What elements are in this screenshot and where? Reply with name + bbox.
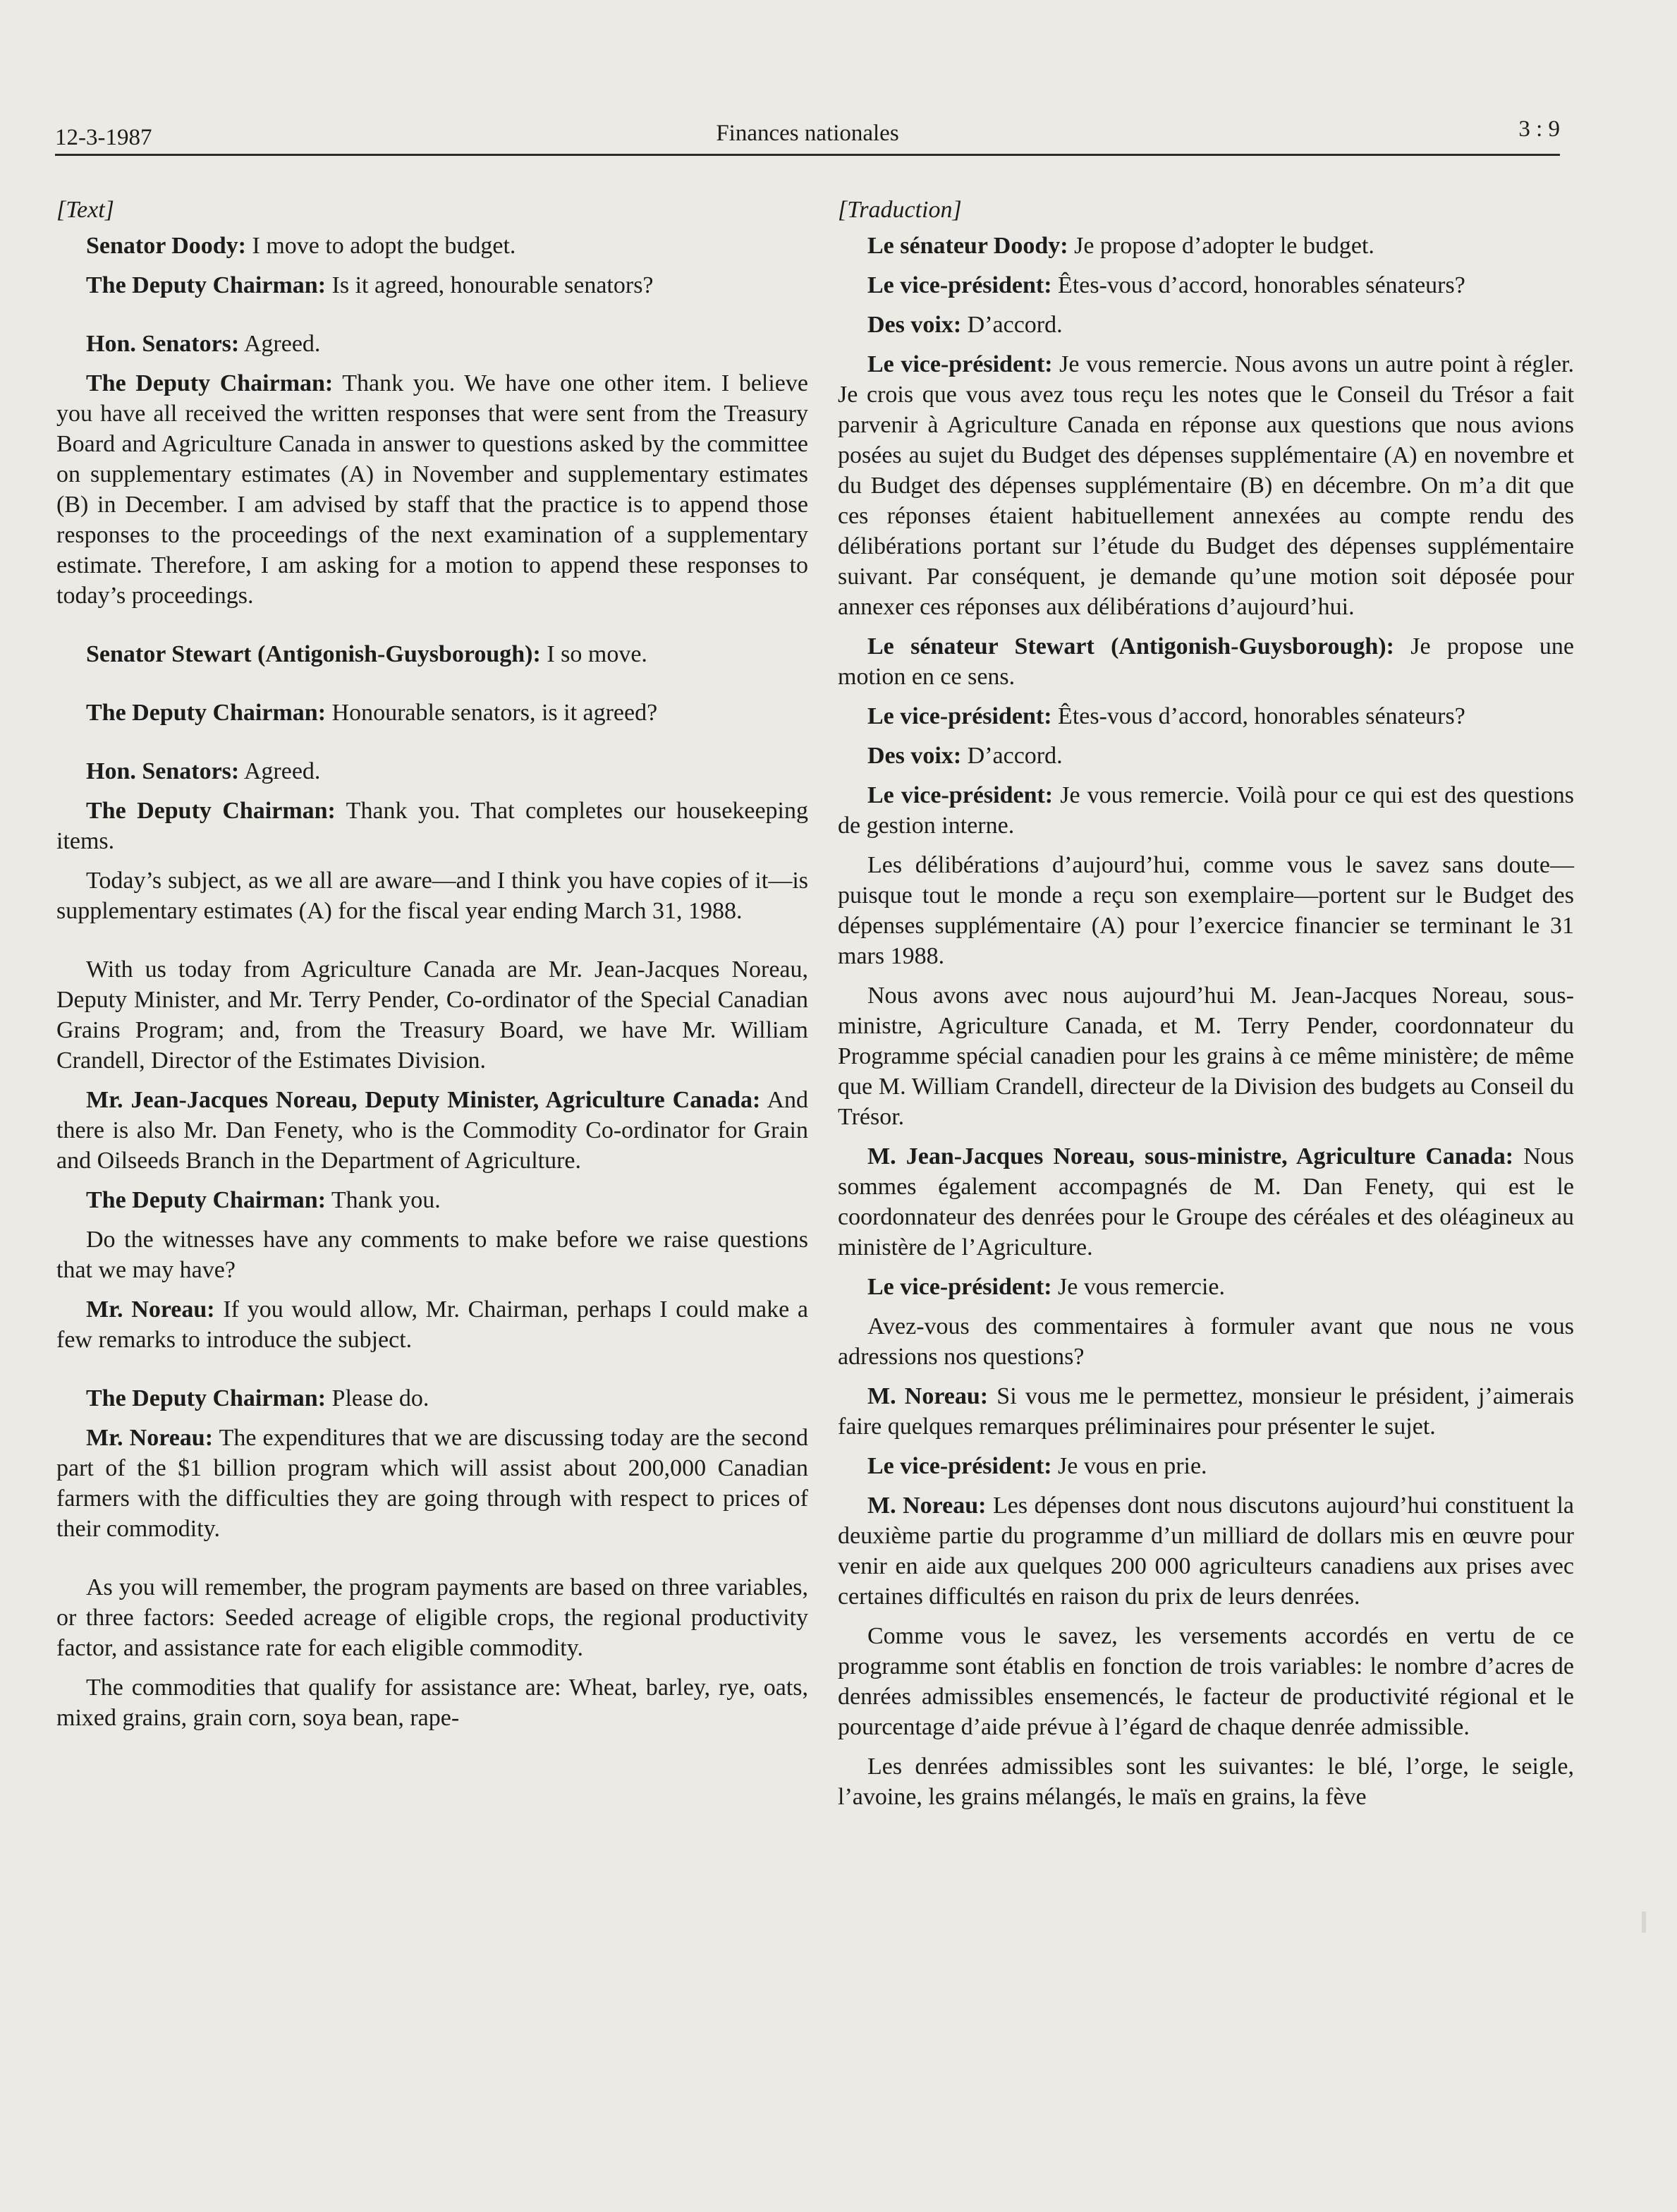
speech: I move to adopt the budget. bbox=[246, 233, 516, 259]
paragraph bbox=[56, 865, 808, 926]
paragraph bbox=[56, 1085, 808, 1176]
speech: Je vous remercie. bbox=[1051, 1274, 1226, 1300]
speaker: Le vice-président: bbox=[867, 1274, 1052, 1300]
paragraph bbox=[838, 270, 1574, 300]
speaker: Le vice-président: bbox=[867, 703, 1052, 729]
paragraph bbox=[56, 756, 808, 786]
paragraph bbox=[838, 1490, 1574, 1612]
header-title: Finances nationales bbox=[716, 121, 899, 146]
scan-margin-mark bbox=[1642, 1912, 1646, 1933]
speaker: Senator Stewart (Antigonish-Guysborough): bbox=[86, 641, 541, 667]
paragraph bbox=[56, 1294, 808, 1355]
paragraph bbox=[56, 1572, 808, 1663]
speech: Les dépenses dont nous discutons aujourd’hui constituent la deuxième partie du programme d’un milliard de dollars mis en œuvre pour venir en aide aux quelques 200 000 agriculteurs canadiens aux prises avec certaines difficultés en raison du prix de leurs denrées. bbox=[838, 1493, 1574, 1610]
speech: Je vous remercie. Voilà pour ce qui est des questions de gestion interne. bbox=[838, 782, 1575, 839]
paragraph bbox=[56, 329, 808, 359]
speech: Please do. bbox=[326, 1385, 429, 1411]
speech: Êtes-vous d’accord, honorables sénateurs? bbox=[1051, 703, 1465, 729]
speech: Êtes-vous d’accord, honorables sénateurs? bbox=[1051, 272, 1465, 298]
speech: Nous avons avec nous aujourd’hui M. Jean-Jacques Noreau, sous-ministre, Agriculture Canada, et M. Terry Pender, coordonnateur du Programme spécial canadien pour les grains à ce même ministère; de même que M. William Crandell, directeur de la Division des budgets au Conseil du Trésor. bbox=[838, 983, 1574, 1130]
speech: The commodities that qualify for assistance are: Wheat, barley, rye, oats, mixed grains, grain corn, soya bean, rape- bbox=[56, 1675, 808, 1731]
speaker: Le sénateur Doody: bbox=[867, 233, 1068, 259]
paragraph bbox=[56, 1224, 808, 1285]
speaker: Senator Doody: bbox=[86, 233, 246, 259]
speaker: The Deputy Chairman: bbox=[86, 272, 327, 298]
speaker: Le vice-président: bbox=[867, 782, 1054, 808]
paragraph bbox=[838, 1311, 1574, 1372]
paragraph bbox=[56, 231, 808, 261]
paragraph bbox=[56, 1383, 808, 1414]
paragraph bbox=[838, 349, 1574, 622]
speaker: M. Noreau: bbox=[867, 1493, 987, 1519]
paragraph bbox=[838, 1451, 1574, 1481]
speech: If you would allow, Mr. Chairman, perhaps I could make a few remarks to introduce the subject. bbox=[56, 1296, 808, 1353]
column-label: [Traduction] bbox=[838, 197, 962, 223]
speaker: The Deputy Chairman: bbox=[86, 1187, 327, 1213]
speech: The expenditures that we are discussing today are the second part of the $1 billion program which will assist about 200,000 Canadian farmers with the difficulties they are going through with respect to prices of their commodity. bbox=[56, 1425, 809, 1542]
speech: Les denrées admissibles sont les suivantes: le blé, l’orge, le seigle, l’avoine, les grains mélangés, le maïs en grains, la fève bbox=[838, 1754, 1574, 1810]
speech: Nous sommes également accompagnés de M. Dan Fenety, qui est le coordonnateur des denrées pour le Groupe des céréales et des oléagineux au ministère de l’Agriculture. bbox=[838, 1143, 1574, 1260]
speech: Today’s subject, as we all are aware—and I think you have copies of it—is supplementary estimates (A) for the fiscal year ending March 31, 1988. bbox=[56, 868, 808, 924]
speech: I so move. bbox=[540, 641, 647, 667]
speaker: The Deputy Chairman: bbox=[86, 798, 336, 824]
speaker: Des voix: bbox=[867, 743, 962, 769]
speech: Les délibérations d’aujourd’hui, comme vous le savez sans doute—puisque tout le monde a reçu son exemplaire—portent sur le Budget des dépenses supplémentaire (A) pour l’exercice financier se terminant le 31 mars 1988. bbox=[838, 852, 1574, 969]
speech: D’accord. bbox=[961, 743, 1063, 769]
paragraph bbox=[838, 1141, 1574, 1263]
column-label: [Text] bbox=[56, 197, 114, 223]
speech: As you will remember, the program payments are based on three variables, or three factors: Seeded acreage of eligible crops, the regional productivity factor, and assistance rate for each eligible commodity. bbox=[56, 1574, 808, 1661]
speech: With us today from Agriculture Canada are Mr. Jean-Jacques Noreau, Deputy Minister, and Mr. Terry Pender, Co-ordinator of the Special Canadian Grains Program; and, from the Treasury Board, we have Mr. William Crandell, Director of the Estimates Division. bbox=[56, 956, 808, 1074]
paragraph bbox=[838, 741, 1574, 771]
speaker: The Deputy Chairman: bbox=[86, 370, 334, 396]
speech: Avez-vous des commentaires à formuler avant que nous ne vous adressions nos questions? bbox=[838, 1313, 1574, 1370]
paragraph bbox=[838, 1621, 1574, 1742]
paragraph bbox=[56, 368, 808, 611]
speech: Thank you. That completes our housekeeping items. bbox=[56, 798, 808, 854]
paragraph bbox=[56, 796, 808, 856]
paragraph bbox=[838, 1272, 1574, 1302]
paragraph bbox=[56, 270, 808, 300]
speaker: Hon. Senators: bbox=[86, 331, 240, 357]
speech: Is it agreed, honourable senators? bbox=[326, 272, 654, 298]
speech: Thank you. We have one other item. I believe you have all received the written responses that were sent from the Treasury Board and Agriculture Canada in answer to questions asked by the committee on supplementary estimates (A) in November and supplementary estimates (B) in December. I am advised by staff that the practice is to append those responses to the proceedings of the next examination of a supplementary estimate. Therefore, I am asking for a motion to append these responses to today’s proceedings. bbox=[56, 370, 808, 609]
running-header bbox=[55, 106, 1560, 155]
paragraph bbox=[838, 231, 1574, 261]
speaker: Hon. Senators: bbox=[86, 758, 240, 784]
speech: Je vous remercie. Nous avons un autre point à régler. Je crois que vous avez tous reçu les notes que le Conseil du Trésor a fait parvenir à Agriculture Canada en réponse aux questions que nous avions posées au sujet du Budget des dépenses supplémentaire (A) en novembre et du Budget des dépenses supplémentaire (B) en décembre. On m’a dit que ces réponses étaient habituellement annexées au compte rendu des délibérations portant sur l’étude du Budget des dépenses supplémentaire suivant. Par conséquent, je demande qu’une motion soit déposée pour annexer ces réponses aux délibérations d’aujourd’hui. bbox=[838, 351, 1574, 620]
paragraph bbox=[838, 980, 1574, 1132]
speaker: Mr. Noreau: bbox=[86, 1425, 214, 1451]
speaker: M. Jean-Jacques Noreau, sous-ministre, Agriculture Canada: bbox=[867, 1143, 1514, 1169]
speaker: Le sénateur Stewart (Antigonish-Guysborough): bbox=[867, 633, 1394, 660]
speech: Si vous me le permettez, monsieur le président, j’aimerais faire quelques remarques préliminaires pour présenter le sujet. bbox=[838, 1383, 1574, 1440]
speech: Do the witnesses have any comments to make before we raise questions that we may have? bbox=[56, 1227, 808, 1283]
speech: Thank you. bbox=[326, 1187, 441, 1213]
speech: Honourable senators, is it agreed? bbox=[326, 700, 658, 726]
paragraph bbox=[838, 780, 1574, 841]
speaker: Le vice-président: bbox=[867, 351, 1053, 377]
header-rule bbox=[55, 154, 1560, 156]
french-column bbox=[838, 195, 1574, 1821]
speech: And there is also Mr. Dan Fenety, who is the Commodity Co-ordinator for Grain and Oilseeds Branch in the Department of Agriculture. bbox=[56, 1087, 808, 1174]
paragraph bbox=[838, 310, 1574, 340]
speaker: Des voix: bbox=[867, 312, 962, 338]
paragraph bbox=[56, 1423, 808, 1544]
paragraph bbox=[838, 1381, 1574, 1442]
speech: Je propose une motion en ce sens. bbox=[838, 633, 1574, 690]
speech: Comme vous le savez, les versements accordés en vertu de ce programme sont établis en fonction de trois variables: le nombre d’acres de denrées admissibles ensemencés, le facteur de productivité régional et le pourcentage d’aide prévue à l’égard de chaque denrée admissible. bbox=[838, 1623, 1574, 1740]
paragraph bbox=[838, 631, 1574, 692]
speech: D’accord. bbox=[961, 312, 1063, 338]
paragraph bbox=[56, 954, 808, 1076]
speech: Agreed. bbox=[239, 758, 321, 784]
speaker: The Deputy Chairman: bbox=[86, 1385, 327, 1411]
paragraph bbox=[838, 1751, 1574, 1812]
speaker: M. Noreau: bbox=[867, 1383, 989, 1409]
header-page-number: 3 : 9 bbox=[1518, 116, 1560, 142]
paragraph bbox=[838, 701, 1574, 731]
paragraph bbox=[56, 1672, 808, 1733]
speech: Agreed. bbox=[239, 331, 321, 357]
paragraph bbox=[838, 850, 1574, 971]
paragraph bbox=[56, 698, 808, 728]
header-date: 12-3-1987 bbox=[55, 125, 152, 150]
paragraph bbox=[56, 639, 808, 669]
speaker: Le vice-président: bbox=[867, 272, 1052, 298]
english-column bbox=[56, 195, 808, 1742]
speaker: Mr. Jean-Jacques Noreau, Deputy Minister, Agriculture Canada: bbox=[86, 1087, 761, 1113]
speaker: Mr. Noreau: bbox=[86, 1296, 215, 1323]
speaker: Le vice-président: bbox=[867, 1453, 1052, 1479]
speech: Je propose d’adopter le budget. bbox=[1068, 233, 1374, 259]
speech: Je vous en prie. bbox=[1051, 1453, 1207, 1479]
paragraph bbox=[56, 1185, 808, 1215]
speaker: The Deputy Chairman: bbox=[86, 700, 327, 726]
